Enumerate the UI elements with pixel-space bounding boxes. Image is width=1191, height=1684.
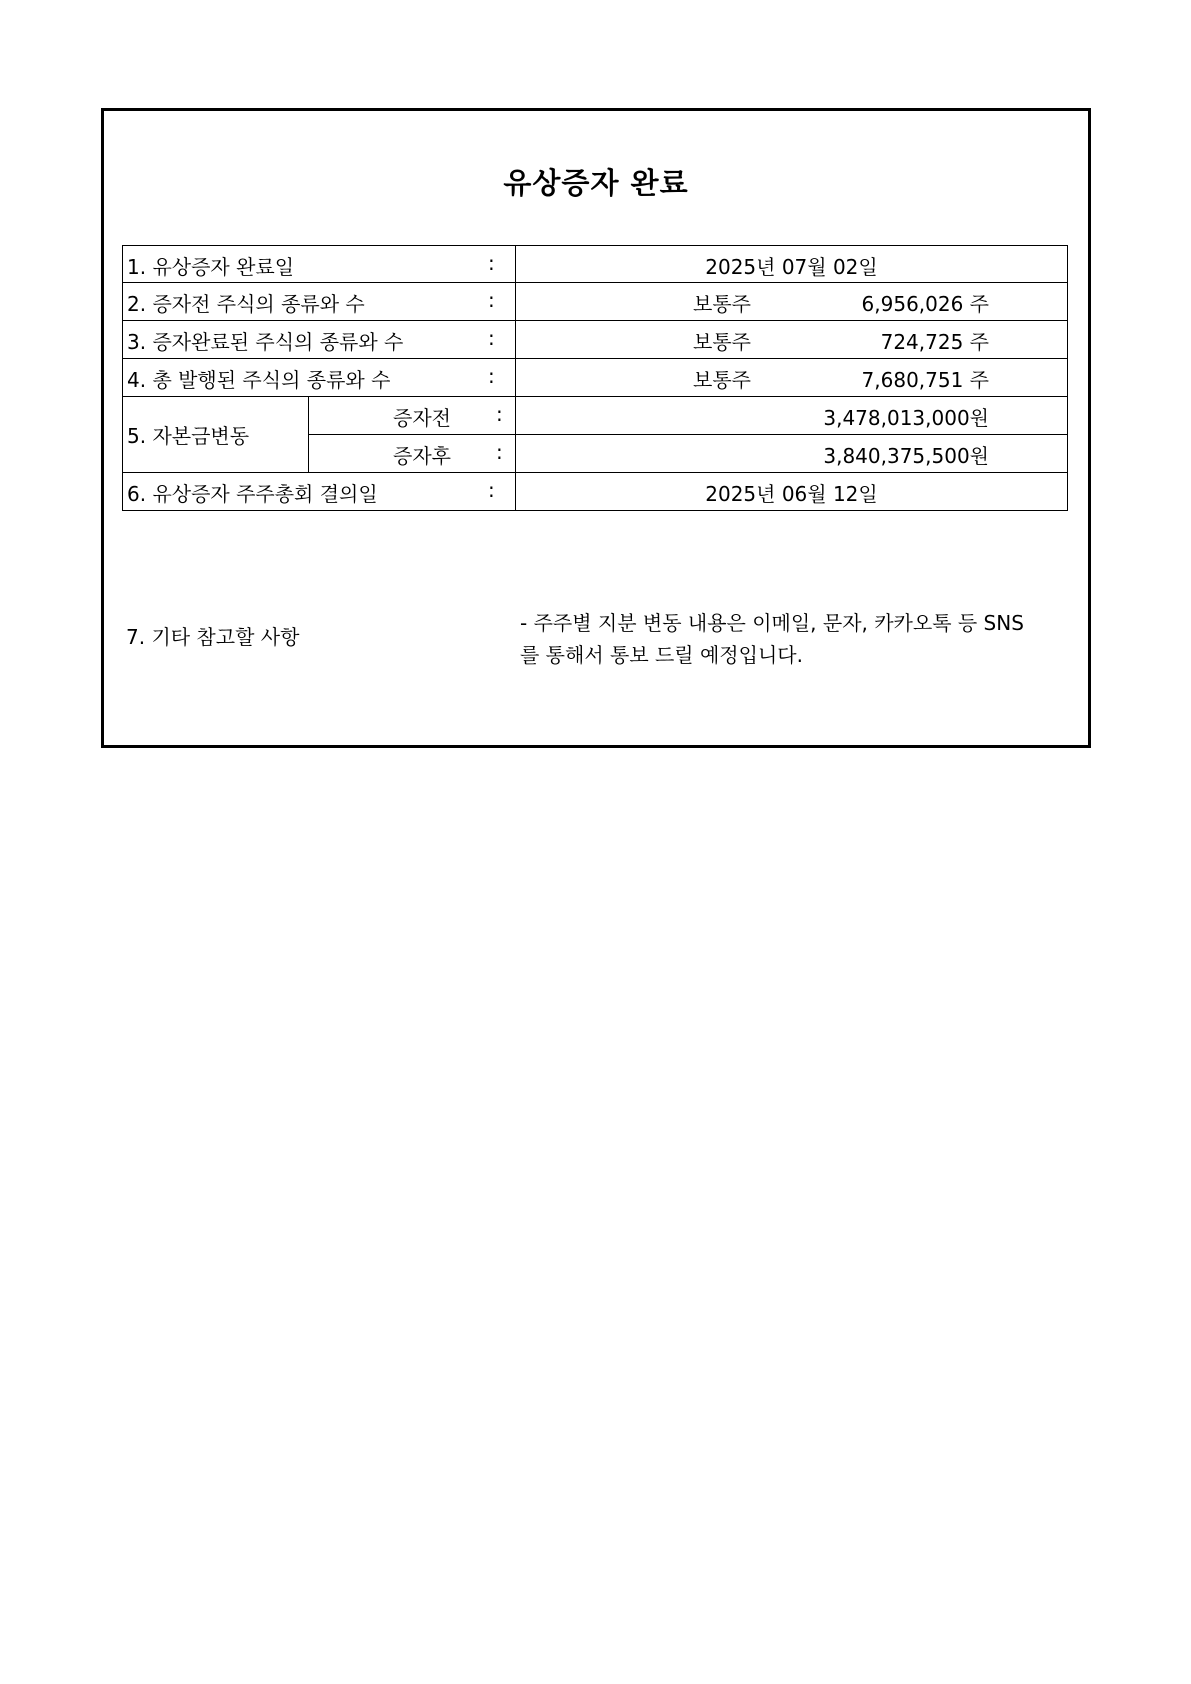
row-completion-date <box>122 245 1068 283</box>
capital-after-label: 증자후 <box>393 444 451 468</box>
row-shares-total <box>122 359 1068 397</box>
share-kind: 보통주 <box>693 368 751 392</box>
row-shares-issued <box>122 321 1068 359</box>
row-label: 1. 유상증자 완료일 <box>127 255 295 279</box>
row-shares-before <box>122 283 1068 321</box>
info-table <box>122 245 1068 511</box>
share-amount: 7,680,751 주 <box>861 368 989 392</box>
row-value: 2025년 07월 02일 <box>705 255 878 279</box>
column-divider <box>515 359 516 396</box>
row-label: 3. 증자완료된 주식의 종류와 수 <box>127 330 404 354</box>
capital-before-label: 증자전 <box>393 406 451 430</box>
row-resolution-date <box>122 473 1068 511</box>
column-divider <box>515 283 516 320</box>
share-amount: 6,956,026 주 <box>861 292 989 316</box>
row-capital-change <box>122 397 1068 473</box>
note-line: - 주주별 지분 변동 내용은 이메일, 문자, 카카오톡 등 SNS <box>520 611 1024 635</box>
row-label: 4. 총 발행된 주식의 종류와 수 <box>127 368 391 392</box>
row-colon: : <box>496 440 503 464</box>
share-kind: 보통주 <box>693 330 751 354</box>
note-label: 7. 기타 참고할 사항 <box>126 625 300 649</box>
row-colon: : <box>488 251 495 275</box>
document-frame <box>101 108 1091 748</box>
row-divider <box>308 434 1067 435</box>
capital-after-value: 3,840,375,500원 <box>823 444 989 468</box>
note-text <box>520 607 1065 671</box>
column-divider <box>515 321 516 358</box>
row-label: 5. 자본금변동 <box>127 424 250 448</box>
row-colon: : <box>488 288 495 312</box>
capital-before-value: 3,478,013,000원 <box>823 406 989 430</box>
row-colon: : <box>496 402 503 426</box>
share-kind: 보통주 <box>693 292 751 316</box>
row-colon: : <box>488 478 495 502</box>
row-value: 2025년 06월 12일 <box>705 482 878 506</box>
row-label: 6. 유상증자 주주총회 결의일 <box>127 482 378 506</box>
note-line: 를 통해서 통보 드릴 예정입니다. <box>520 643 803 667</box>
row-colon: : <box>488 364 495 388</box>
document-title: 유상증자 완료 <box>503 166 689 200</box>
row-colon: : <box>488 326 495 350</box>
share-amount: 724,725 주 <box>880 330 989 354</box>
row-label: 2. 증자전 주식의 종류와 수 <box>127 292 365 316</box>
